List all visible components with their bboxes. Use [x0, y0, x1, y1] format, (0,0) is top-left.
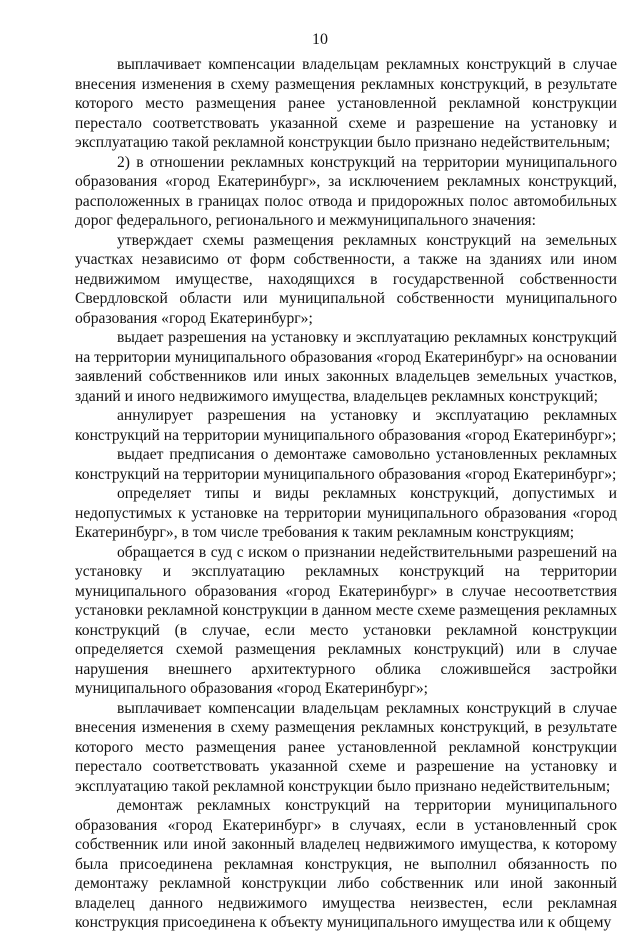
- page-number: 10: [312, 31, 328, 48]
- paragraph-defines-types: определяет типы и виды рекламных конструкций, допустимых и недопустимых к установке на территории муниципального образования «город Екатеринбург», в том числе требования к таким рекламным конструкциям;: [75, 485, 617, 541]
- paragraph-cancels-permits: аннулирует разрешения на установку и эксплуатацию рекламных конструкций на территории муниципального образования «город Екатеринбург»;: [75, 407, 617, 444]
- paragraph-court-claims: обращается в суд с иском о признании недействительными разрешений на установку и эксплуатацию рекламных конструкций на территории муниципального образования «город Екатеринбург» в случае несоответствия установки рекламной конструкции в данном месте схеме размещения рекламных конструкций (в случае, если место установки рекламной конструкции определяется схемой размещения рекламных конструкций) или в случае нарушения внешнего архитектурного облика сложившейся застройки муниципального образования «город Екатеринбург»;: [75, 543, 617, 697]
- paragraph-item-2-intro: 2) в отношении рекламных конструкций на территории муниципального образования «город Екатеринбург», за исключением рекламных конструкций, расположенных в границах полос отвода и придорожных полос автомобильных дорог федерального, регионального и межмуниципального значения:: [75, 153, 617, 229]
- paragraph-compensation-2: выплачивает компенсации владельцам рекламных конструкций в случае внесения изменения в схему размещения рекламных конструкций, в результате которого место размещения ранее установленной рекламной конструкции перестало соответствовать указанной схеме и разрешение на установку и эксплуатацию такой рекламной конструкции было признано недействительным;: [75, 699, 617, 795]
- paragraph-dismantling: демонтаж рекламных конструкций на территории муниципального образования «город Екатеринбург» в случаях, если в установленный срок собственник или иной законный владелец недвижимого имущества, к которому была присоединена рекламная конструкция, не выполнил обязанность по демонтажу рекламной конструкции либо собственник или иной законный владелец данного недвижимого имущества неизвестен, если рекламная конструкция присоединена к объекту муниципального имущества или к общему: [75, 797, 617, 931]
- document-body: [75, 55, 617, 933]
- paragraph-compensation-1: выплачивает компенсации владельцам рекламных конструкций в случае внесения изменения в схему размещения рекламных конструкций, в результате которого место размещения ранее установленной рекламной конструкции перестало соответствовать указанной схеме и разрешение на установку и эксплуатацию такой рекламной конструкции было признано недействительным;: [75, 56, 617, 151]
- paragraph-issues-permits: выдает разрешения на установку и эксплуатацию рекламных конструкций на территории муниципального образования «город Екатеринбург» на основании заявлений собственников или иных законных владельцев земельных участков, зданий и иного недвижимого имущества, владельцев рекламных конструкций;: [75, 329, 617, 405]
- paragraph-issues-orders: выдает предписания о демонтаже самовольно установленных рекламных конструкций на территории муниципального образования «город Екатеринбург»;: [75, 446, 617, 483]
- paragraph-approves-schemes: утверждает схемы размещения рекламных конструкций на земельных участках независимо от форм собственности, а также на зданиях или ином недвижимом имуществе, находящихся в государственной собственности Свердловской области или муниципальной собственности муниципального образования «город Екатеринбург»;: [75, 231, 617, 327]
